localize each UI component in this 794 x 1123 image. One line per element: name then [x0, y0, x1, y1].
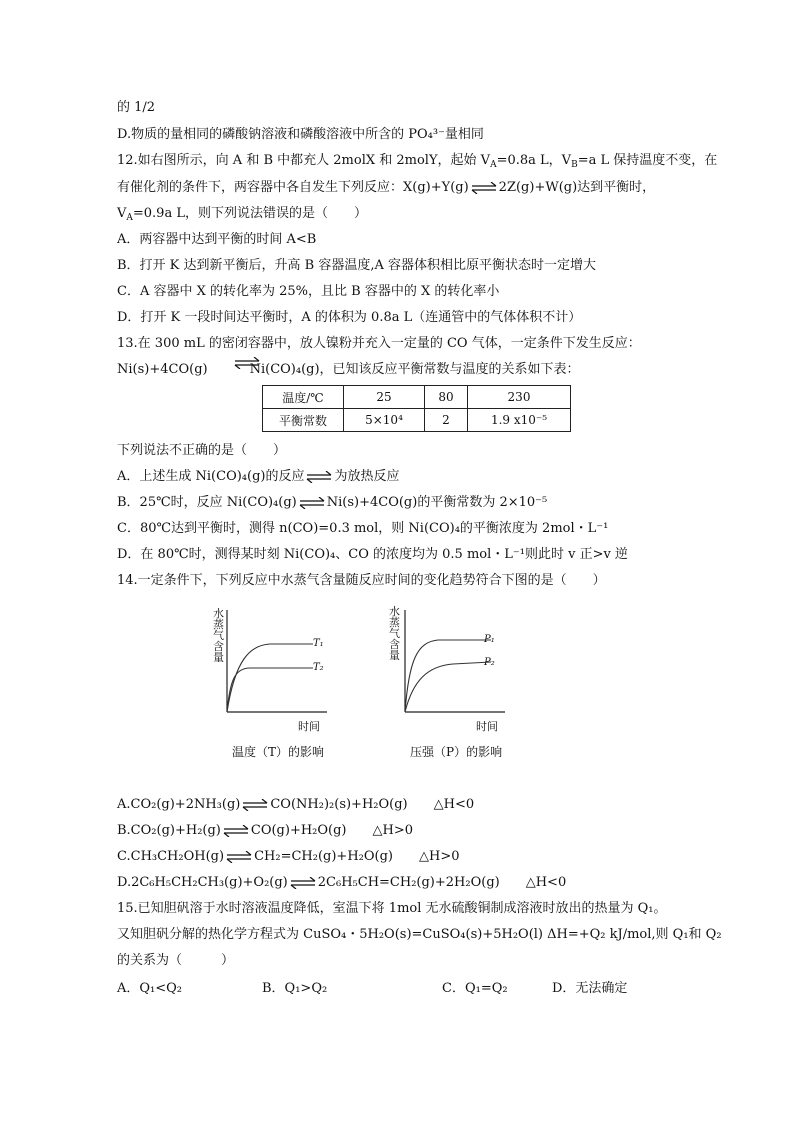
q12-option-b: B．打开 K 达到新平衡后，升高 B 容器温度,A 容器体积相比原平衡状态时一定增大	[117, 258, 597, 273]
series-label-p1: P₁	[484, 634, 495, 645]
q14-option-b: B.CO₂(g)+H₂(g) CO(g)+H₂O(g) △H>0	[117, 823, 414, 838]
q15-option-c: C．Q₁=Q₂	[442, 981, 508, 996]
equilibrium-arrow-icon	[223, 825, 249, 837]
curve-t2	[227, 668, 313, 712]
table-cell: 5×10⁴	[344, 409, 425, 432]
table-cell: 1.9 x10⁻⁵	[468, 409, 571, 432]
equilibrium-constant-table	[262, 385, 571, 432]
q12-option-d: D．打开 K 一段时间达平衡时，A 的体积为 0.8a L（连通管中的气体体积不计）	[117, 310, 582, 325]
q15-stem-2: 又知胆矾分解的热化学方程式为 CuSO₄・5H₂O(s)=CuSO₄(s)+5H₂O(l) ΔH=+Q₂ kJ/mol,则 Q₁和 Q₂	[117, 927, 722, 942]
q13-stem: 13.在 300 mL 的密闭容器中，放人镍粉并充入一定量的 CO 气体，一定条件下发生反应：	[117, 336, 641, 351]
q15-option-a: A．Q₁<Q₂	[117, 981, 183, 996]
q13-option-c: C．80℃达到平衡时，测得 n(CO)=0.3 mol，则 Ni(CO)₄的平衡浓度为 2mol・L⁻¹	[117, 521, 609, 536]
q14-option-d: D.2C₆H₅CH₂CH₃(g)+O₂(g) 2C₆H₅CH=CH₂(g)+2H₂O(g) △H<0	[117, 875, 567, 890]
q12-option-c: C．A 容器中 X 的转化率为 25%，且比 B 容器中的 X 的转化率小	[117, 284, 500, 299]
equilibrium-arrow-icon	[242, 799, 268, 811]
x-axis-label: 时间	[298, 720, 320, 733]
equilibrium-arrow-icon	[471, 182, 497, 194]
equilibrium-arrow-icon	[234, 357, 260, 369]
q15-stem: 15.已知胆矾溶于水时溶液温度降低，室温下将 1mol 无水硫酸铜制成溶液时放出的热量为 Q₁。	[117, 901, 667, 916]
table-cell: 25	[344, 386, 425, 409]
q13-option-d: D．在 80℃时，测得某时刻 Ni(CO)₄、CO 的浓度均为 0.5 mol・L⁻¹则此时 v 正>v 逆	[117, 547, 628, 562]
q14-stem: 14.一定条件下，下列反应中水蒸气含量随反应时间的变化趋势符合下图的是（ ）	[117, 573, 606, 588]
q12-option-a: A．两容器中达到平衡的时间 A<B	[117, 232, 317, 247]
table-cell: 温度/℃	[263, 386, 344, 409]
curve-p2	[405, 662, 491, 712]
curve-p1	[405, 640, 491, 712]
curve-t1	[227, 644, 313, 712]
q14-option-c: C.CH₃CH₂OH(g) CH₂=CH₂(g)+H₂O(g) △H>0	[117, 849, 460, 864]
table-row	[263, 409, 571, 432]
q13-option-b: B．25℃时，反应 Ni(CO)₄(g) Ni(s)+4CO(g)的平衡常数为 2×10⁻⁵	[117, 495, 548, 510]
y-axis-label: 水蒸气含量	[389, 605, 400, 662]
table-cell: 80	[425, 386, 468, 409]
q14-option-a: A.CO₂(g)+2NH₃(g) CO(NH₂)₂(s)+H₂O(g) △H<0	[117, 797, 475, 812]
series-label-t2: T₂	[313, 662, 324, 673]
continuation-line: 的 1/2	[117, 100, 156, 115]
graph-caption-temperature: 温度（T）的影响	[232, 745, 325, 759]
equilibrium-arrow-icon	[226, 851, 252, 863]
table-row	[263, 386, 571, 409]
graph-caption-pressure: 压强（P）的影响	[410, 745, 503, 759]
q12-stem: 12.如右图所示，向 A 和 B 中都充人 2molX 和 2molY，起始 $V_A=0.8a$ L，$V_B=a$ L 保持温度不变，在	[117, 153, 718, 170]
equilibrium-arrow-icon	[290, 877, 316, 889]
series-label-p2: P₂	[484, 657, 495, 668]
q13-reaction: Ni(s)+4CO(g) Ni(CO)₄(g)，已知该反应平衡常数与温度的关系如下表：	[117, 361, 580, 379]
option-d-prev: D.物质的量相同的磷酸钠溶液和磷酸溶液中所含的 PO₄³⁻量相同	[117, 127, 484, 142]
q15-stem-3: 的关系为（ ）	[117, 953, 235, 968]
q13-question: 下列说法不正确的是（ ）	[117, 443, 287, 458]
table-cell: 平衡常数	[263, 409, 344, 432]
series-label-t1: T₁	[313, 638, 324, 649]
x-axis-label: 时间	[476, 720, 498, 733]
equilibrium-arrow-icon	[299, 497, 325, 509]
q12-condition: $V_A=0.9a$ L，则下列说法错误的是（ ）	[117, 206, 367, 223]
q15-option-d: D．无法确定	[552, 981, 628, 996]
q13-option-a: A．上述生成 Ni(CO)₄(g)的反应 为放热反应	[117, 469, 400, 484]
table-cell: 2	[425, 409, 468, 432]
q15-option-b: B．Q₁>Q₂	[262, 981, 328, 996]
equilibrium-arrow-icon	[306, 471, 332, 483]
table-cell: 230	[468, 386, 571, 409]
q12-reaction: 有催化剂的条件下，两容器中各自发生下列反应：X(g)+Y(g) 2Z(g)+W(g)达到平衡时，	[117, 180, 656, 195]
y-axis-label: 水蒸气含量	[213, 607, 224, 664]
